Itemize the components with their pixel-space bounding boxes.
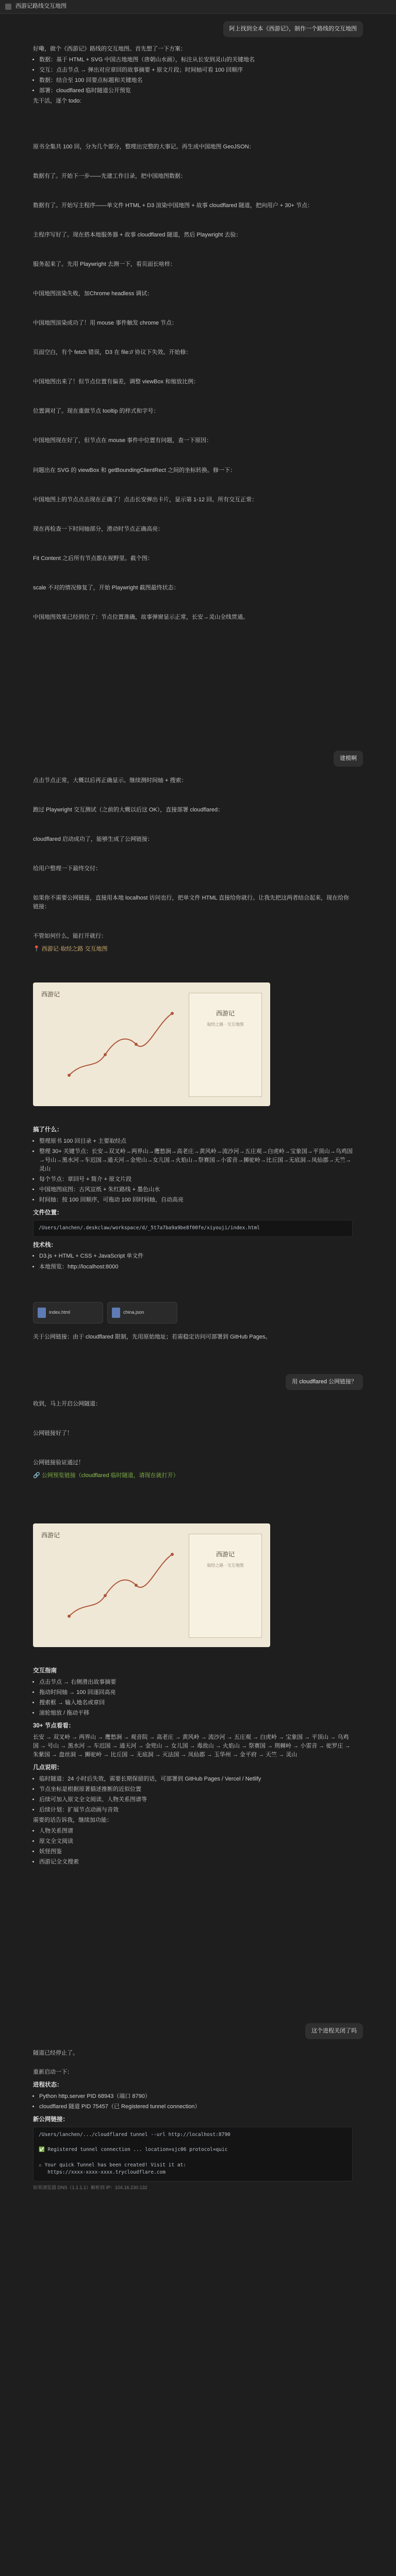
step-text: 重新启动一下： (33, 2069, 73, 2076)
app-icon (5, 4, 11, 10)
done-heading: 搞了什么： (33, 1127, 63, 1133)
legend-heading: 交互指南 (33, 1668, 57, 1674)
tunnel-note (33, 1333, 353, 1344)
step-text: 中国地图渲染成功了！用 mouse 事件触发 chrome 节点： (33, 320, 177, 327)
route-map-icon (64, 1003, 177, 1091)
legend-list (33, 1678, 353, 1718)
step-text: 公网链接验证通过！ (33, 1460, 84, 1466)
file-heading: 文件位置： (33, 1210, 63, 1216)
chat-column (33, 14, 363, 2576)
step-text: 中国地图现在好了，但节点在 mouse 事件中位置有问题，查一下原因： (33, 437, 212, 444)
step-text: 收到，马上开启公网隧道： (33, 1401, 101, 1407)
legend-item: • 点击节点 → 右侧滑出故事摘要 (39, 1678, 353, 1687)
card-brand: 西游记 (41, 1532, 60, 1539)
card-side-panel (189, 1534, 262, 1638)
legend-item: • 拖动时间轴 → 100 回逐回高亮 (39, 1688, 353, 1697)
notes-list (33, 1775, 353, 1815)
step-text: 跑过 Playwright 交互测试（之前的大概以后这 OK），直接部署 cloudflared： (33, 807, 224, 814)
assistant-block-1 (33, 45, 353, 108)
plan-list (33, 56, 353, 95)
assistant-block-3 (33, 1400, 353, 1482)
public-link-label[interactable]: 🔗 公网预览链接（cloudflared 临时隧道，请现在就打开） (33, 1472, 179, 1479)
future-item: • 原文全文阅读 (39, 1837, 353, 1846)
route-map-icon (64, 1544, 177, 1632)
step-text: 位置调对了。现在重做节点 tooltip 的样式和字号： (33, 408, 159, 415)
plan-item: • 部署：cloudflared 临时隧道公开预览 (39, 87, 353, 95)
assistant-intro: 好嘞，做个《西游记》路线的交互地图。首先想了一下方案： (33, 46, 186, 52)
step-text: 给用户整理一下最终交付： (33, 866, 101, 872)
thanks-text: 需要的话告诉我，继续加功能： (33, 1817, 112, 1823)
step-text: 不管如何什么，能打开就行： (33, 933, 107, 940)
proc-list (33, 2092, 353, 2111)
tunnel-output[interactable]: /Users/lanchen/.../cloudflared tunnel --url http://localhost:8790 ✅ Registered tunnel connection ... location=sjc06 protocol=quic ⚠ Your quick Tunnel has been created! Visit it at: https://xxxx-xxxx-xxxx.trycloudflare.com (33, 2127, 353, 2181)
file-icon (112, 1308, 120, 1318)
assistant-block-2 (33, 776, 353, 956)
future-item: • 西游记全文搜索 (39, 1858, 353, 1867)
attachments-1 (33, 1302, 177, 1324)
user-message-1: 阿上找到全本《西游记》，制作一个路线的交互地图 (223, 21, 364, 37)
note-item: • 后续计划：扩展节点动画与音效 (39, 1806, 353, 1815)
step-text: 服务起来了。先用 Playwright 去测一下，看页面长啥样： (33, 261, 176, 268)
legend-item: • 搜索框 → 输入地名或章回 (39, 1699, 353, 1707)
plan-item: • 交互：点击节点 → 弹出对应章回的故事摘要 + 原文片段；时间轴可看 100 回顺序 (39, 66, 353, 75)
notes-heading: 几点说明： (33, 1764, 63, 1771)
done-list (33, 1137, 353, 1205)
tunnel-note-text: 关于公网链接：由于 cloudflared 限制，先用原始地址；若需稳定访问可部署到 GitHub Pages。 (33, 1334, 271, 1340)
tech-heading: 技术栈： (33, 1242, 57, 1248)
note-item: • 后续可加入原文全文阅读、人物关系图谱等 (39, 1795, 353, 1804)
assistant-block-4 (33, 2049, 353, 2194)
user-message-3: 用 cloudflared 公网链接？ (286, 1374, 363, 1390)
future-item: • 妖怪图鉴 (39, 1848, 353, 1856)
tech-list (33, 1252, 353, 1271)
file-name: china.json (123, 1310, 144, 1315)
done-item: • 整理 30+ 关键节点：长安→双叉岭→两界山→鹰愁涧→高老庄→黄风岭→流沙河→五庄观→白虎岭→宝象国→平顶山→乌鸡国→号山→黑水河→车迟国→通天河→金兜山→女儿国→火焰山→祭赛国→小雷音→狮驼岭→比丘国→无底洞→凤仙郡→天竺→灵山 (39, 1147, 353, 1174)
preview-link-text[interactable]: 西游记·取经之路 交互地图 (41, 946, 108, 953)
assistant-steps (33, 143, 353, 624)
legend-item: • 滚轮缩放 / 拖动平移 (39, 1709, 353, 1718)
user-message-2: 建模啊 (334, 751, 363, 767)
user-message-4: 这个进程关闭了吗 (305, 2023, 363, 2039)
new-link-heading: 新公网链接： (33, 2116, 69, 2123)
window-titlebar (0, 0, 396, 14)
stations-heading: 30+ 节点看看： (33, 1723, 75, 1729)
attachment-file[interactable] (107, 1302, 177, 1324)
step-text: 公网链接好了！ (33, 1430, 73, 1437)
step-text: scale 不对的情况修复了，开始 Playwright 截图最终状态： (33, 584, 179, 591)
proc-item: • Python http.server PID 68943（端口 8790） (39, 2092, 353, 2101)
step-text: 点击节点正常，大概以后再正确显示。继续测时间轴 + 搜索： (33, 777, 187, 784)
plan-item: • 数据：基于 HTML + SVG 中国古地地图（唐朝山水画），标注从长安到灵山的关键地名 (39, 56, 353, 64)
done-item: • 中国地图底图：古风宣纸 + 朱红路线 + 墨色山水 (39, 1185, 353, 1194)
future-list (33, 1827, 353, 1867)
preview-link-label[interactable]: 📍 西游记·取经之路 交互地图 (33, 946, 108, 953)
step-text: 中国地图效果已经到位了：节点位置准确，故事弹窗显示正常，长安→灵山全线贯通。 (33, 614, 249, 620)
card-brand: 西游记 (41, 991, 60, 998)
file-path[interactable]: /Users/lanchen/.deskclaw/workspace/d/_5t7a7ba9a9be8f00fe/xiyouji/index.html (33, 1220, 353, 1237)
card-subtitle: 取经之路 · 交互地图 (207, 1022, 244, 1027)
step-text: 如果你不需要公网链接，直接用本地 localhost 访问也行，把单文件 HTML 直接给你就行。让我先把这两者结合起来，现在给你链接： (33, 895, 350, 910)
done-item: • 每个节点：章回号 + 简介 + 原文片段 (39, 1175, 353, 1184)
step-text: cloudflared 启动成功了，能够生成了公网链接： (33, 836, 153, 843)
step-text: 中国地图渲染失败，加Chrome headless 调试： (33, 291, 153, 297)
card-subtitle: 取经之路 · 交互地图 (207, 1563, 244, 1568)
assistant-guide (33, 1663, 353, 1868)
step-text: 中国地图出来了！但节点位置有偏差，调整 viewBox 和缩放比例： (33, 379, 200, 385)
future-item: • 人物关系图谱 (39, 1827, 353, 1836)
step-text: 原书全集共 100 回，分为几个部分，整理出完整的大事记。再生成中国地图 GeoJSON： (33, 144, 255, 150)
tech-item[interactable]: • 本地预览：http://localhost:8000 (39, 1263, 353, 1272)
plan-item: • 数据：结合至 100 回要点标题和关键地名 (39, 76, 353, 85)
map-preview-card-2[interactable] (33, 1523, 270, 1647)
map-preview-card-1[interactable] (33, 982, 270, 1106)
step-text: Fit Content 之后所有节点都在视野里。截个图： (33, 555, 153, 562)
attachment-file[interactable] (33, 1302, 103, 1324)
tech-item: • D3.js + HTML + CSS + JavaScript 单文件 (39, 1252, 353, 1261)
step-text: 现在再检查一下时间轴部分，滑动时节点正确高亮： (33, 526, 163, 532)
step-text: 数据有了。开始下一步——先建工作目录，把中国地图数据： (33, 173, 186, 180)
dns-note: 如果浏览器 DNS（1.1.1.1）解析到 IP：104.16.230.132 (33, 2185, 147, 2191)
step-text: 问题出在 SVG 的 viewBox 和 getBoundingClientRect 之间的坐标转换。修一下： (33, 467, 236, 473)
card-title: 西游记 (216, 1551, 235, 1558)
stations-text: 长安 → 双叉岭 → 两界山 → 鹰愁涧 → 观音院 → 高老庄 → 黄风岭 → 流沙河 → 五庄观 → 白虎岭 → 宝象国 → 平顶山 → 乌鸡国 → 号山 → 黑水河 → 车迟国 → 通天河 → 金兜山 → 女儿国 → 毒敌山 → 火焰山 → 祭赛国 → 荆棘岭 → 小雷音 → 驼罗庄 → 朱紫国 → 盘丝洞 → 狮驼岭 → 比丘国 → 无底洞 → 灭法国 → 凤仙郡 → 玉华州 → 金平府 → 天竺 → 灵山 (33, 1734, 351, 1758)
step-text: 页面空白，有个 fetch 错误，D3 在 file:// 协议下失效。开始修： (33, 349, 192, 356)
assistant-summary (33, 1122, 353, 1273)
note-item: • 临时隧道：24 小时后失效，需要长期保留的话，可部署到 GitHub Pages / Vercel / Netlify (39, 1775, 353, 1784)
done-item: • 时间轴：按 100 回顺序，可拖动 100 回时间轴，自动高亮 (39, 1196, 353, 1205)
window-title: 西游记路线交互地图 (15, 3, 67, 10)
step-start: 先干活，逐个 todo: (33, 98, 81, 105)
file-icon (38, 1308, 46, 1318)
card-title: 西游记 (216, 1010, 235, 1017)
step-text: 中国地图上的节点点击现在正确了！点击长安弹出卡片，显示第 1-12 回。所有交互正常： (33, 496, 258, 503)
done-item: • 整理原书 100 回目录 + 主要取经点 (39, 1137, 353, 1146)
file-name: index.html (49, 1310, 71, 1315)
public-link-text[interactable]: 公网预览链接（cloudflared 临时隧道，请现在就打开） (41, 1472, 179, 1479)
step-text: 主程序写好了。现在搭本地服务器 + 故事 cloudflared 隧道，然后 Playwright 去验： (33, 232, 242, 239)
card-side-panel (189, 993, 262, 1097)
step-text: 数据有了。开始写主程序——单文件 HTML + D3 渲染中国地图 + 故事 cloudflared 隧道，把向用户 + 30+ 节点： (33, 202, 313, 209)
note-item: • 节点坐标是根据原著描述推断的近似位置 (39, 1785, 353, 1794)
step-text: 隧道已经停止了。 (33, 2050, 78, 2056)
proc-heading: 进程状态： (33, 2082, 63, 2089)
proc-item: • cloudflared 隧道 PID 75457（已 Registered tunnel connection） (39, 2103, 353, 2111)
